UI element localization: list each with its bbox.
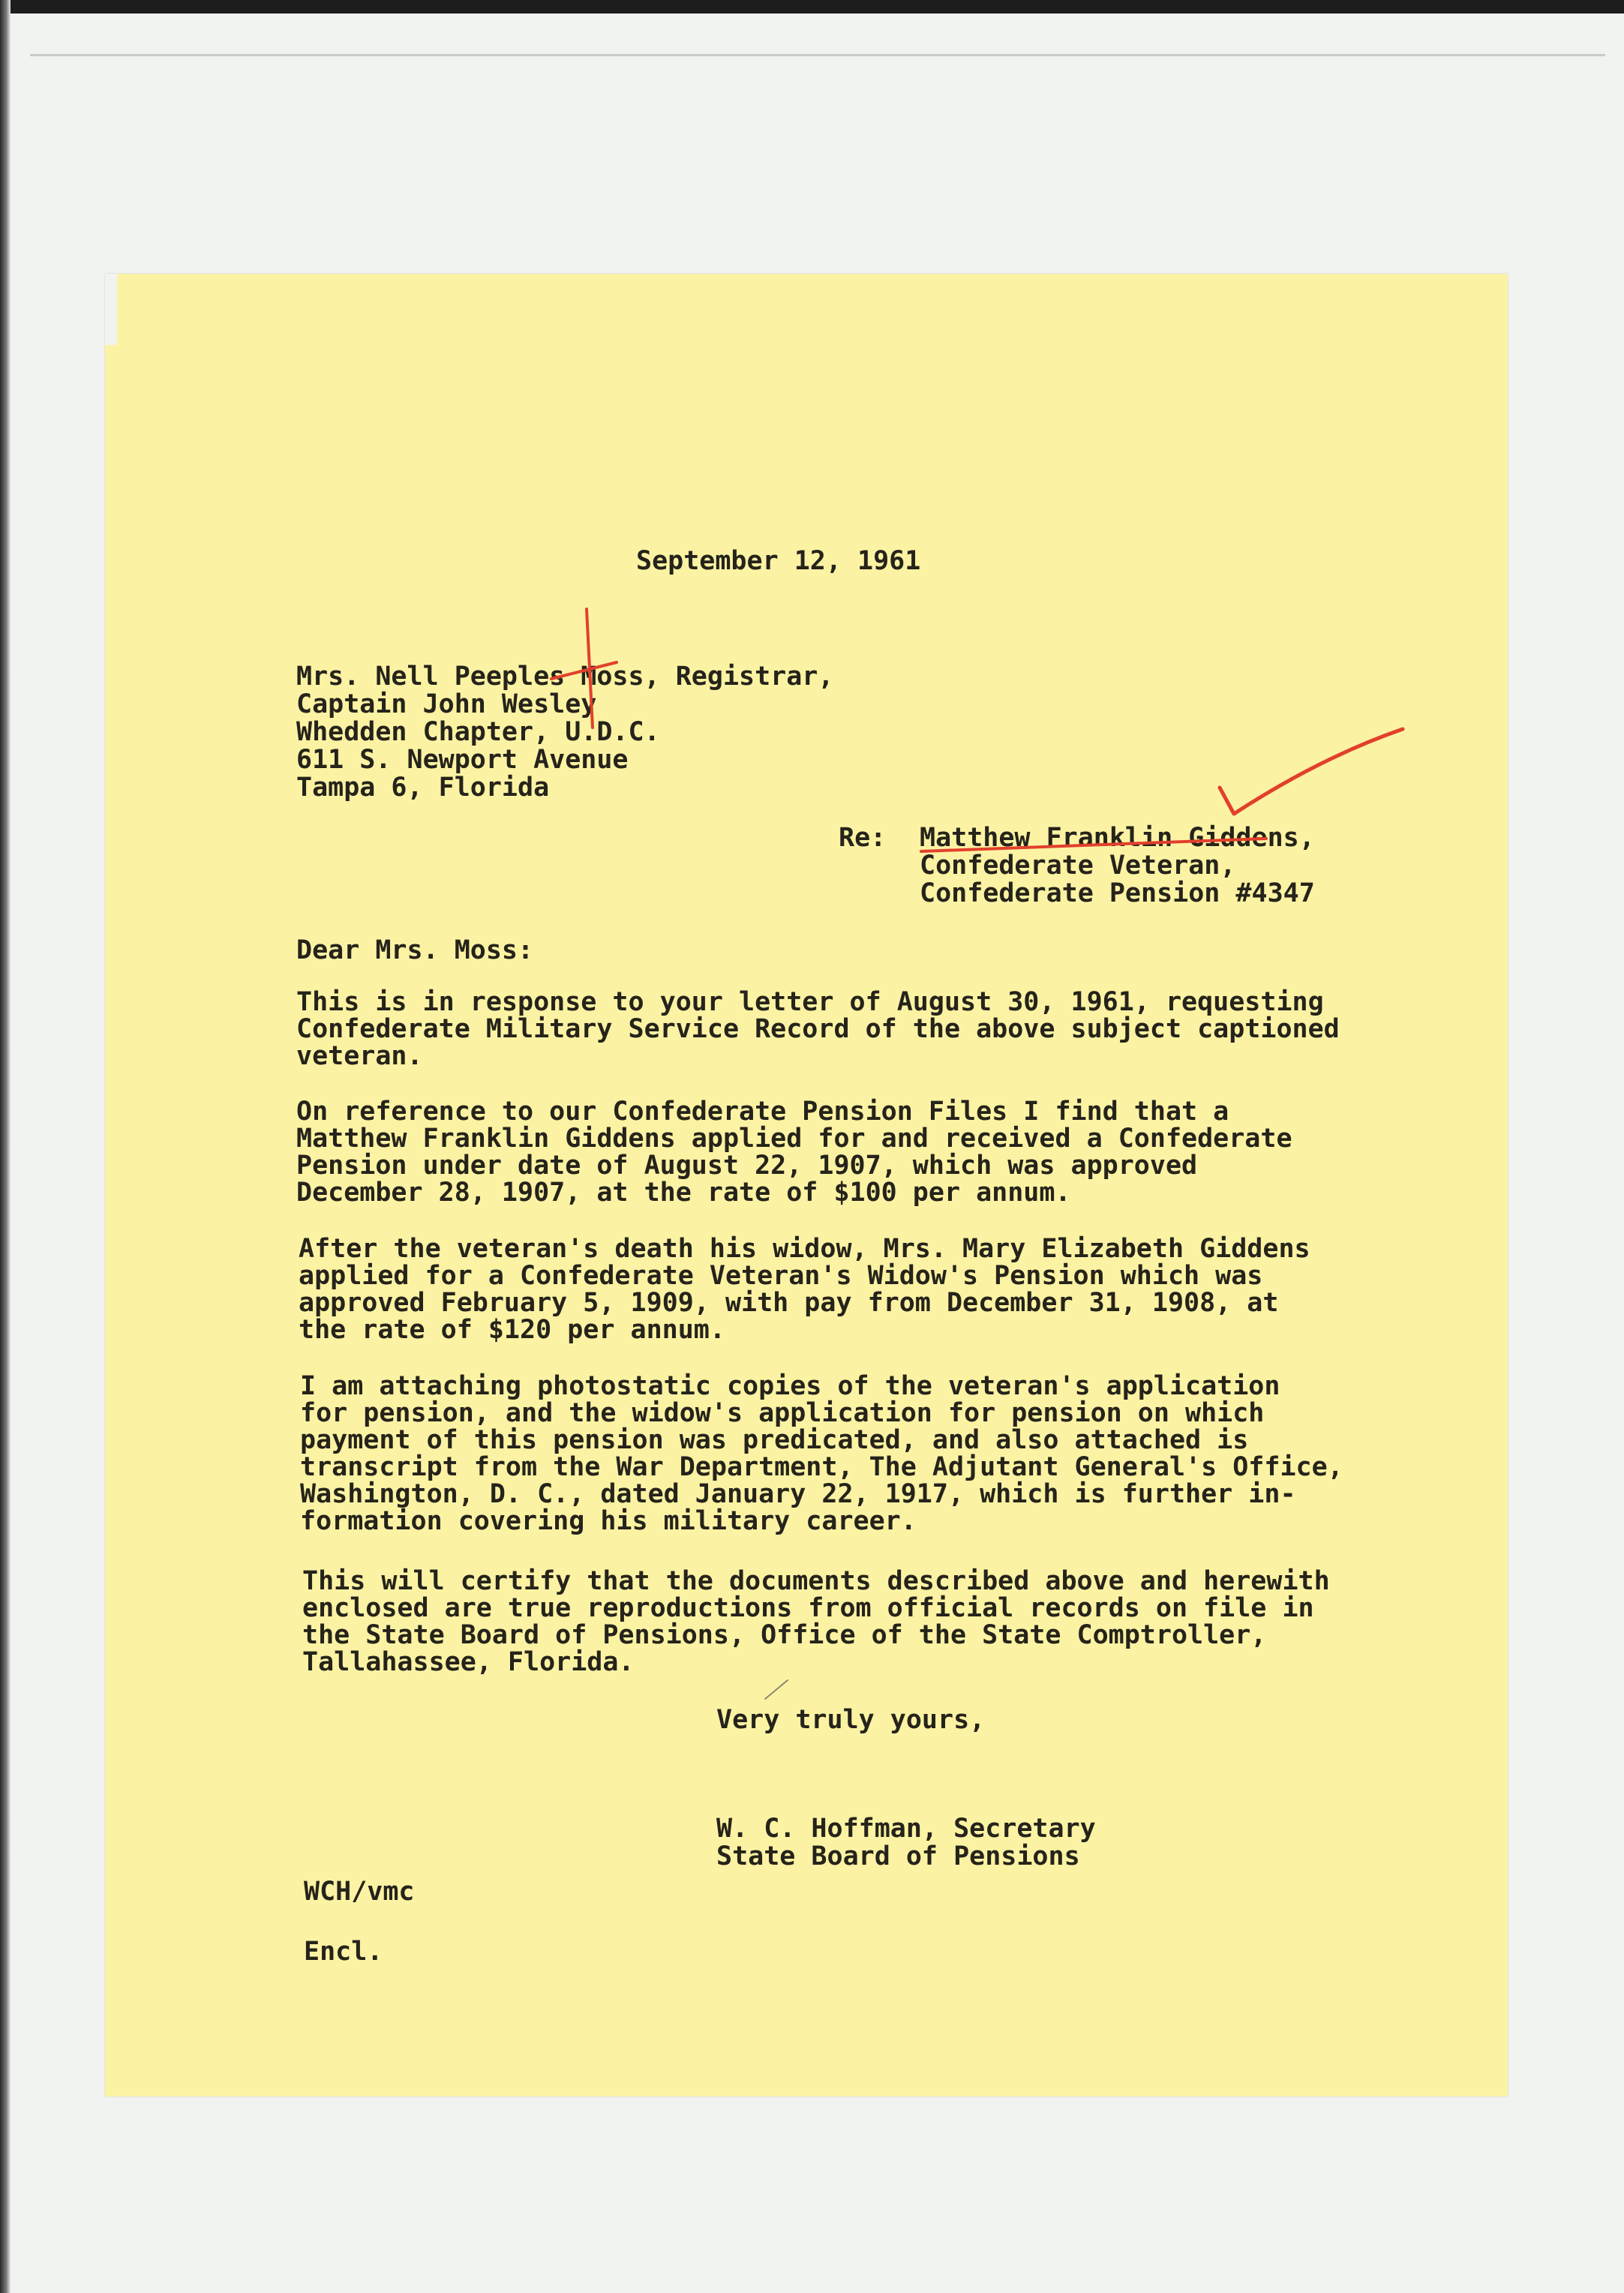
reference-label: Re: [839, 823, 887, 853]
pencil-tick-mark [765, 1680, 788, 1699]
body-paragraph: After the veteran's death his widow, Mrs. Mary Elizabeth Giddens applied for a Confederate Veteran's Widow's Pension which was approved February 5, 1909, with pay from December 31, 1908, at the rate of $120 per annum. [299, 1234, 1310, 1345]
reference-line: Confederate Veteran, [920, 851, 1236, 881]
signature-line: State Board of Pensions [716, 1841, 1080, 1871]
body-paragraph: On reference to our Confederate Pension Files I find that a Matthew Franklin Giddens applied for and received a Confederate Pension under date of August 22, 1907, which was approved December 28, 1907, at the rate of $100 per annum. [296, 1097, 1292, 1208]
recipient-line: 611 S. Newport Avenue [296, 745, 629, 775]
red-check-mark [1220, 729, 1403, 814]
closing: Very truly yours, [716, 1705, 986, 1735]
body-paragraph: This will certify that the documents described above and herewith enclosed are true reproductions from official records on file in the State Board of Pensions, Office of the State Comptroller, Tallahassee, Florida. [302, 1566, 1330, 1677]
recipient-line: Whedden Chapter, U.D.C. [296, 717, 660, 747]
recipient-line: Mrs. Nell Peeples Moss, Registrar, [296, 662, 834, 692]
reference-line: Confederate Pension #4347 [920, 878, 1315, 908]
body-paragraph: I am attaching photostatic copies of the veteran's application for pension, and the widow's application for pension on which payment of this pension was predicated, and also attached is transcript from the War Department, The Adjutant General's Office, Washington, D. C., dated January 22, 1917, which is further in- formation covering his military career. [300, 1371, 1343, 1536]
typist-initials: WCH/vmc [304, 1877, 415, 1907]
recipient-line: Captain John Wesley [296, 689, 597, 719]
recipient-line: Tampa 6, Florida [296, 773, 550, 803]
salutation: Dear Mrs. Moss: [296, 935, 534, 965]
body-paragraph: This is in response to your letter of August 30, 1961, requesting Confederate Military Service Record of the above subject captioned veteran. [296, 987, 1340, 1071]
reference-line: Matthew Franklin Giddens, [920, 823, 1315, 853]
enclosure-note: Encl. [304, 1937, 383, 1967]
signature-line: W. C. Hoffman, Secretary [716, 1814, 1096, 1844]
red-underline-mark [921, 839, 1266, 851]
red-cross-mark [551, 609, 617, 728]
letter-date: September 12, 1961 [636, 546, 921, 576]
